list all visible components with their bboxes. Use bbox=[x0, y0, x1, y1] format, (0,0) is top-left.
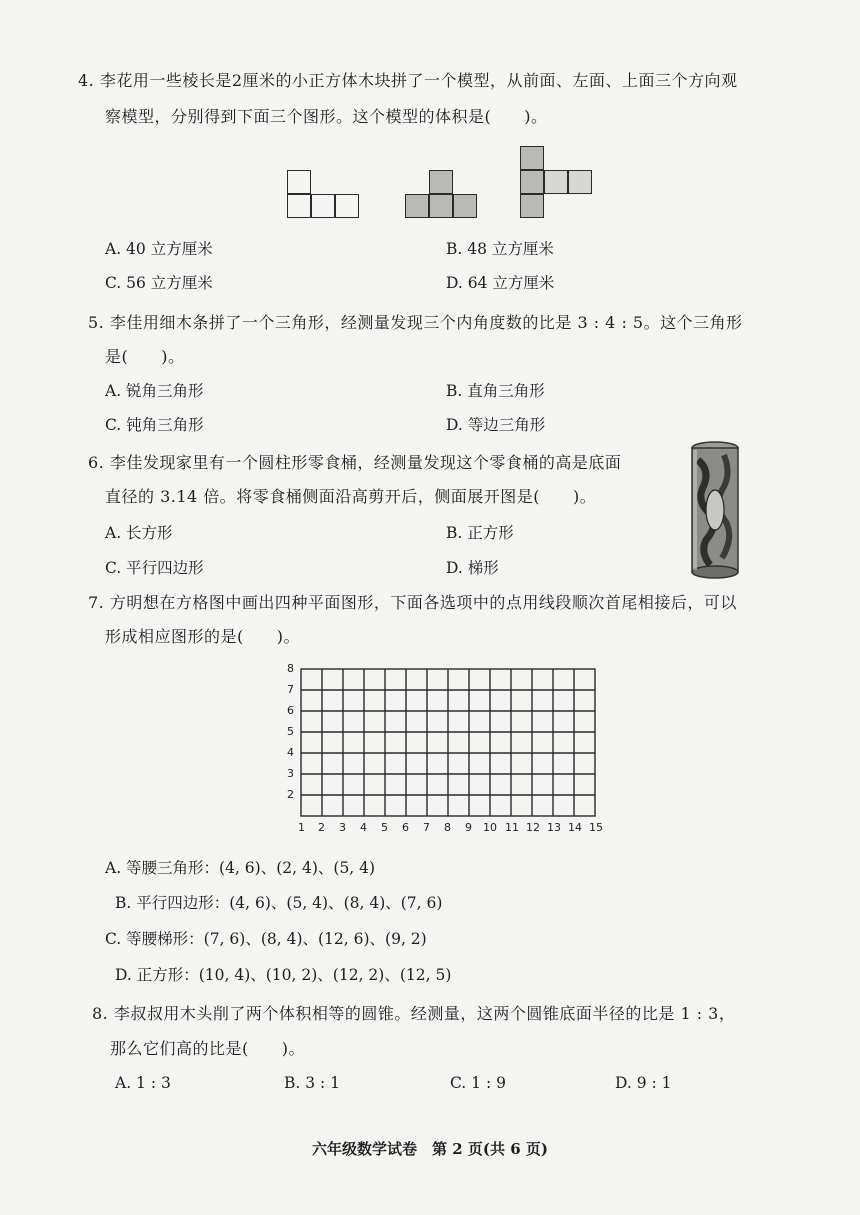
q8-option-c[interactable]: C. 1 : 9 bbox=[450, 1074, 506, 1092]
y-tick-4: 4 bbox=[287, 746, 294, 759]
q8-option-d[interactable]: D. 9 : 1 bbox=[615, 1074, 672, 1092]
q6-option-b[interactable]: B. 正方形 bbox=[446, 524, 514, 542]
q8-text-line2: 那么它们高的比是( )。 bbox=[110, 1039, 305, 1058]
coordinate-grid bbox=[300, 668, 598, 820]
x-tick-6: 6 bbox=[402, 821, 409, 834]
x-tick-2: 2 bbox=[318, 821, 325, 834]
x-tick-5: 5 bbox=[381, 821, 388, 834]
x-tick-4: 4 bbox=[360, 821, 367, 834]
x-tick-14: 14 bbox=[568, 821, 582, 834]
q6-text-line1: 6. 李佳发现家里有一个圆柱形零食桶，经测量发现这个零食桶的高是底面 bbox=[88, 453, 622, 472]
y-tick-3: 3 bbox=[287, 767, 294, 780]
y-tick-2: 2 bbox=[287, 788, 294, 801]
x-tick-15: 15 bbox=[589, 821, 603, 834]
q7-option-c[interactable]: C. 等腰梯形：(7, 6)、(8, 4)、(12, 6)、(9, 2) bbox=[105, 930, 427, 948]
x-tick-11: 11 bbox=[505, 821, 519, 834]
q7-option-b[interactable]: B. 平行四边形：(4, 6)、(5, 4)、(8, 4)、(7, 6) bbox=[115, 894, 443, 912]
x-tick-12: 12 bbox=[526, 821, 540, 834]
q6-text-line2: 直径的 3.14 倍。将零食桶侧面沿高剪开后，侧面展开图是( )。 bbox=[105, 487, 597, 506]
q4-option-d[interactable]: D. 64 立方厘米 bbox=[446, 274, 555, 292]
y-tick-8: 8 bbox=[287, 662, 294, 675]
x-tick-13: 13 bbox=[547, 821, 561, 834]
q4-option-c[interactable]: C. 56 立方厘米 bbox=[105, 274, 213, 292]
q5-text-line2: 是( )。 bbox=[105, 347, 185, 366]
x-tick-3: 3 bbox=[339, 821, 346, 834]
x-tick-8: 8 bbox=[444, 821, 451, 834]
snack-can-image bbox=[690, 440, 740, 580]
q4-text-line2: 察模型，分别得到下面三个图形。这个模型的体积是( )。 bbox=[105, 107, 548, 126]
q7-option-d[interactable]: D. 正方形：(10, 4)、(10, 2)、(12, 2)、(12, 5) bbox=[115, 966, 452, 984]
q6-option-d[interactable]: D. 梯形 bbox=[446, 559, 499, 577]
q6-option-a[interactable]: A. 长方形 bbox=[105, 524, 173, 542]
q7-text-line1: 7. 方明想在方格图中画出四种平面图形，下面各选项中的点用线段顺次首尾相接后，可以 bbox=[88, 593, 737, 612]
q5-option-b[interactable]: B. 直角三角形 bbox=[446, 382, 545, 400]
q8-option-a[interactable]: A. 1 : 3 bbox=[115, 1074, 171, 1092]
q4-text-line1: 4. 李花用一些棱长是2厘米的小正方体木块拼了一个模型，从前面、左面、上面三个方向观 bbox=[78, 71, 738, 90]
q5-option-d[interactable]: D. 等边三角形 bbox=[446, 416, 546, 434]
page-footer: 六年级数学试卷 第 2 页(共 6 页) bbox=[312, 1140, 548, 1158]
x-tick-10: 10 bbox=[483, 821, 497, 834]
q5-option-c[interactable]: C. 钝角三角形 bbox=[105, 416, 204, 434]
q8-text-line1: 8. 李叔叔用木头削了两个体积相等的圆锥。经测量，这两个圆锥底面半径的比是 1 : 3， bbox=[92, 1004, 736, 1023]
x-tick-1: 1 bbox=[298, 821, 305, 834]
y-tick-6: 6 bbox=[287, 704, 294, 717]
y-tick-5: 5 bbox=[287, 725, 294, 738]
x-tick-9: 9 bbox=[465, 821, 472, 834]
q5-text-line1: 5. 李佳用细木条拼了一个三角形，经测量发现三个内角度数的比是 3 : 4 : 5。这个三角形 bbox=[88, 313, 743, 332]
q7-option-a[interactable]: A. 等腰三角形：(4, 6)、(2, 4)、(5, 4) bbox=[105, 859, 376, 877]
q7-text-line2: 形成相应图形的是( )。 bbox=[105, 627, 300, 646]
q5-option-a[interactable]: A. 锐角三角形 bbox=[105, 382, 204, 400]
q8-option-b[interactable]: B. 3 : 1 bbox=[284, 1074, 341, 1092]
y-tick-7: 7 bbox=[287, 683, 294, 696]
q6-option-c[interactable]: C. 平行四边形 bbox=[105, 559, 204, 577]
q4-option-a[interactable]: A. 40 立方厘米 bbox=[105, 240, 213, 258]
q4-option-b[interactable]: B. 48 立方厘米 bbox=[446, 240, 554, 258]
x-tick-7: 7 bbox=[423, 821, 430, 834]
